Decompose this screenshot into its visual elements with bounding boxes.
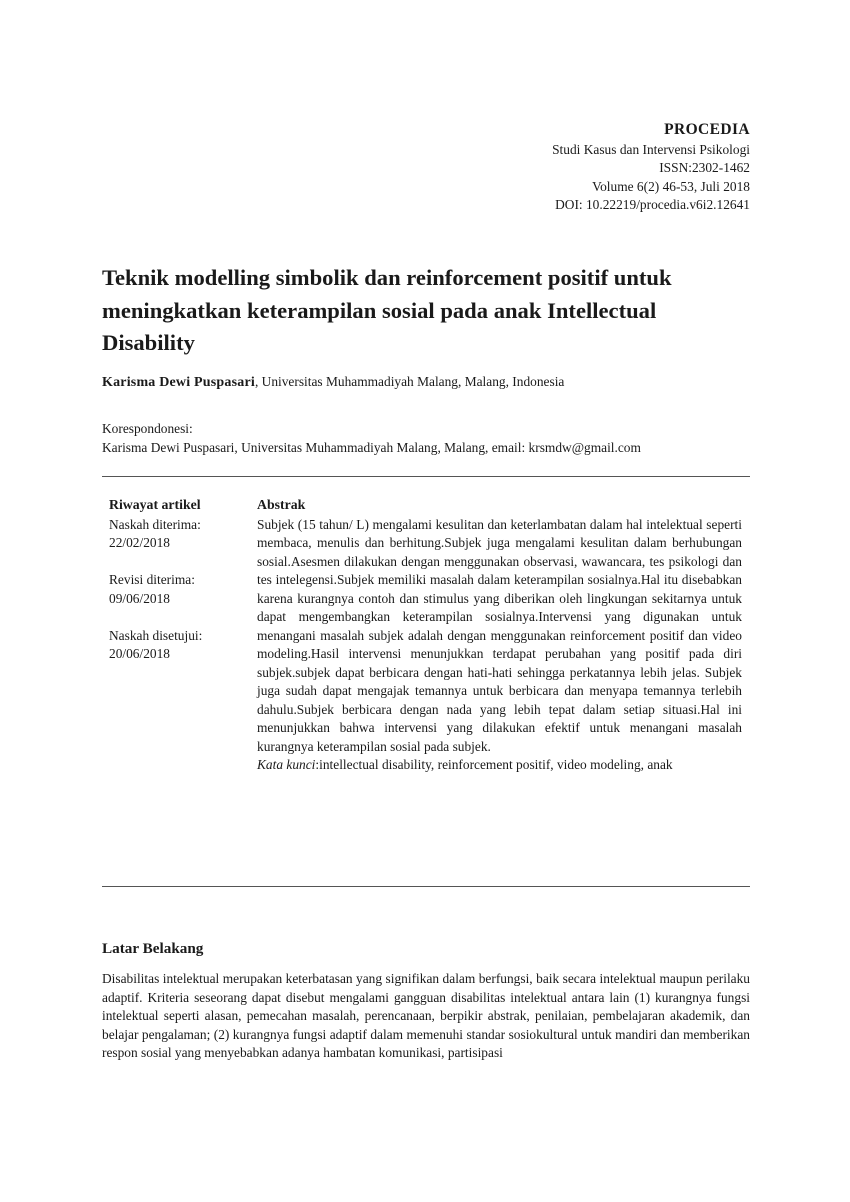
abstract-body: Subjek (15 tahun/ L) mengalami kesulitan dan keterlambatan dalam hal intelektual seperti membaca, menulis dan berhitung.Subjek juga mengalami kesulitan dalam berhubungan sosial.Asesmen dilakukan dengan menggunakan observasi, wawancara, tes psikologi dan tes intelegensi.Subjek memiliki masalah dalam keterampilan sosialnya.Hal itu disebabkan karena kurangnya contoh dan stimulus yang diberikan oleh lingkungan sekitarnya untuk dapat mengembangkan keterampilan sosialnya.Intervensi yang digunakan untuk menangani masalah subjek adalah dengan menggunakan reinforcement positif dan video modeling.Hasil intervensi menunjukkan terdapat perubahan yang positif pada diri subjek.subjek dapat berbicara dengan hati-hati sehingga perkatannya lebih jelas. Subjek juga sudah dapat mengajak temannya untuk berbicara dan menyapa temannya terlebih dahulu.Subjek berbicara dengan nada yang lebih tepat dalam setiap situasi.Hal ini menunjukkan bahwa intervensi yang dilakukan efektif untuk menangani masalah kurangnya keterampilan sosial pada subjek. <box>257 516 742 754</box>
journal-info <box>552 121 750 214</box>
correspondence <box>102 419 641 457</box>
article-title: Teknik modelling simbolik dan reinforcement positif untuk meningkatkan keterampilan sosial pada anak Intellectual Disability <box>102 265 672 355</box>
bottom-divider <box>102 886 750 887</box>
history-revised <box>109 571 249 608</box>
accepted-label: Naskah disetujui: <box>109 627 203 643</box>
abstract-heading: Abstrak <box>257 497 306 512</box>
author-name: Karisma Dewi Puspasari <box>102 375 255 390</box>
author-line <box>102 374 564 391</box>
section-heading: Latar Belakang <box>102 940 204 957</box>
journal-volume: Volume 6(2) 46-53, Juli 2018 <box>592 178 750 194</box>
keywords-label: Kata kunci <box>257 757 316 772</box>
journal-subtitle: Studi Kasus dan Intervensi Psikologi <box>552 142 750 158</box>
article-history <box>109 496 249 682</box>
correspondence-text: Karisma Dewi Puspasari, Universitas Muhammadiyah Malang, Malang, email: krsmdw@gmail.com <box>102 440 641 455</box>
journal-doi[interactable]: DOI: 10.22219/procedia.v6i2.12641 <box>555 196 750 212</box>
top-divider <box>102 476 750 477</box>
revised-label: Revisi diterima: <box>109 572 195 587</box>
section-paragraph: Disabilitas intelektual merupakan keterbatasan yang signifikan dalam berfungsi, baik secara intelektual maupun perilaku adaptif. Kriteria seseorang dapat disebut mengalami gangguan disabilitas intelektual antara lain (1) kurangnya fungsi intelektual seperti alasan, pemecahan masalah, perencanaan, berpikir abstrak, penilaian, pembelajaran akademik, dan belajar pengalaman; (2) kurangnya fungsi adaptif dalam memenuhi standar sosiokultural untuk mandiri dan memberikan respon sosial yang menyebabkan adanya hambatan komunikasi, partisipasi <box>102 971 750 1060</box>
correspondence-label: Korespondonesi: <box>102 421 193 436</box>
received-label: Naskah diterima: <box>109 516 201 532</box>
history-heading: Riwayat artikel <box>109 497 201 512</box>
author-affiliation: , Universitas Muhammadiyah Malang, Malang, Indonesia <box>254 374 565 389</box>
accepted-date: 20/06/2018 <box>109 646 171 661</box>
journal-name: PROCEDIA <box>664 121 750 138</box>
history-received <box>109 516 249 553</box>
received-date: 22/02/2018 <box>109 535 171 550</box>
history-accepted <box>109 627 249 664</box>
journal-issn: ISSN:2302-1462 <box>659 160 750 176</box>
keywords <box>257 756 742 775</box>
revised-date: 09/06/2018 <box>109 590 171 606</box>
keywords-text: :intellectual disability, reinforcement positif, video modeling, anak <box>315 757 673 772</box>
abstract <box>257 496 742 775</box>
